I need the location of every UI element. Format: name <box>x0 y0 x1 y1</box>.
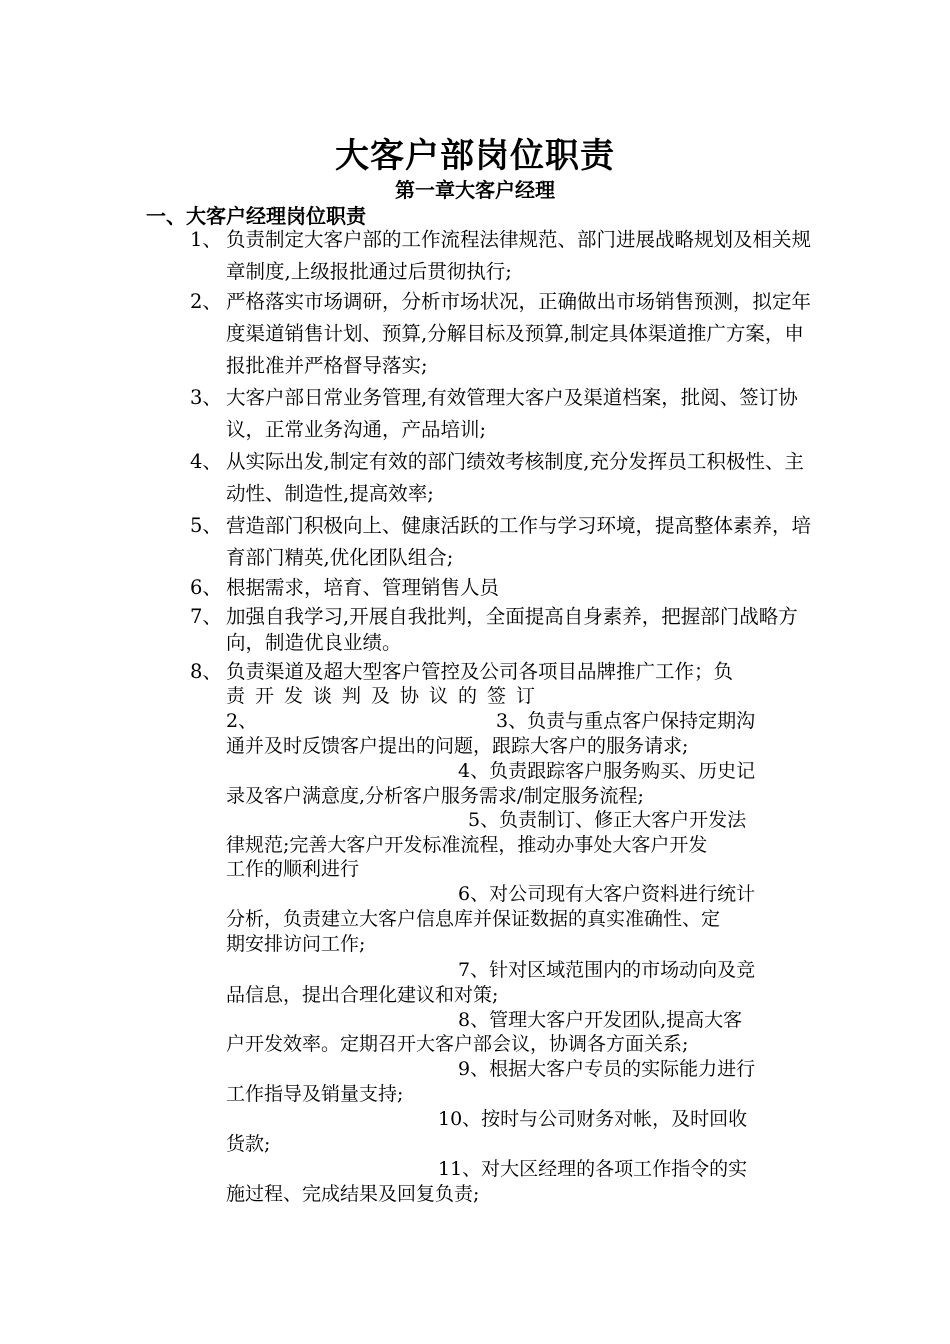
item-text: 负责渠道及超大型客户管控及公司各项目品牌推广工作；负 <box>226 660 734 683</box>
text-line: 户开发效率。定期召开大客户部会议，协调各方面关系; <box>226 1033 689 1055</box>
item-text: 加强自我学习,开展自我批判，全面提高自身素养，把握部门战略方向，制造优良业绩。 <box>226 605 798 654</box>
text-line: 工作的顺利进行 <box>226 858 360 880</box>
text-line: 7、针对区域范围内的市场动向及竞 <box>458 959 756 981</box>
item-number: 2、 <box>190 290 222 313</box>
section-heading: 一、大客户经理岗位职责 <box>146 204 366 228</box>
item-text: 根据需求，培育、管理销售人员 <box>226 576 500 599</box>
item-number: 6、 <box>190 576 222 599</box>
chapter-heading: 第一章大客户经理 <box>395 178 555 202</box>
item-text: 从实际出发,制定有效的部门绩效考核制度,充分发挥员工积极性、主动性、制造性,提高效率; <box>226 450 804 505</box>
text-line: 货款; <box>226 1133 271 1155</box>
text-line: 责开发谈判及协议的签订 <box>226 685 546 707</box>
item-number: 7、 <box>190 605 222 628</box>
text-line: 10、按时与公司财务对帐，及时回收 <box>438 1108 748 1130</box>
text-line: 通并及时反馈客户提出的问题，跟踪大客户的服务请求; <box>226 735 689 757</box>
text-line: 2、 <box>226 710 258 732</box>
page-title: 大客户部岗位职责 <box>335 136 615 176</box>
item-text: 大客户部日常业务管理,有效管理大客户及渠道档案，批阅、签订协议，正常业务沟通，产品培训; <box>226 386 798 441</box>
item-text: 营造部门积极向上、健康活跃的工作与学习环境，提高整体素养，培育部门精英,优化团队组合; <box>226 514 812 569</box>
item-number: 5、 <box>190 514 222 537</box>
item-number: 1、 <box>190 228 222 251</box>
item-text: 负责制定大客户部的工作流程法律规范、部门进展战略规划及相关规章制度,上级报批通过后贯彻执行; <box>226 228 812 283</box>
text-line: 期安排访问工作; <box>226 933 366 955</box>
text-line: 律规范;完善大客户开发标准流程，推动办事处大客户开发 <box>226 834 708 856</box>
text-line: 分析，负责建立大客户信息库并保证数据的真实准确性、定 <box>226 908 721 930</box>
text-line: 录及客户满意度,分析客户服务需求/制定服务流程; <box>226 785 644 807</box>
text-line: 9、根据大客户专员的实际能力进行 <box>458 1058 756 1080</box>
item-number: 3、 <box>190 386 222 409</box>
text-line: 5、负责制订、修正大客户开发法 <box>468 809 747 831</box>
item-number: 8、 <box>190 660 222 683</box>
text-line: 6、对公司现有大客户资料进行统计 <box>458 883 756 905</box>
text-line: 工作指导及销量支持; <box>226 1083 404 1105</box>
item-text: 严格落实市场调研，分析市场状况，正确做出市场销售预测，拟定年度渠道销售计划、预算,分解目标及预算,制定具体渠道推广方案，申报批准并严格督导落实; <box>226 290 812 377</box>
text-line: 8、管理大客户开发团队,提高大客 <box>458 1009 743 1031</box>
item-number: 4、 <box>190 450 222 473</box>
text-line: 品信息，提出合理化建议和对策; <box>226 984 499 1006</box>
text-line: 3、负责与重点客户保持定期沟 <box>496 710 756 732</box>
text-line: 11、对大区经理的各项工作指令的实 <box>438 1158 748 1180</box>
text-line: 施过程、完成结果及回复负责; <box>226 1183 480 1205</box>
text-line: 4、负责跟踪客户服务购买、历史记 <box>458 760 756 782</box>
